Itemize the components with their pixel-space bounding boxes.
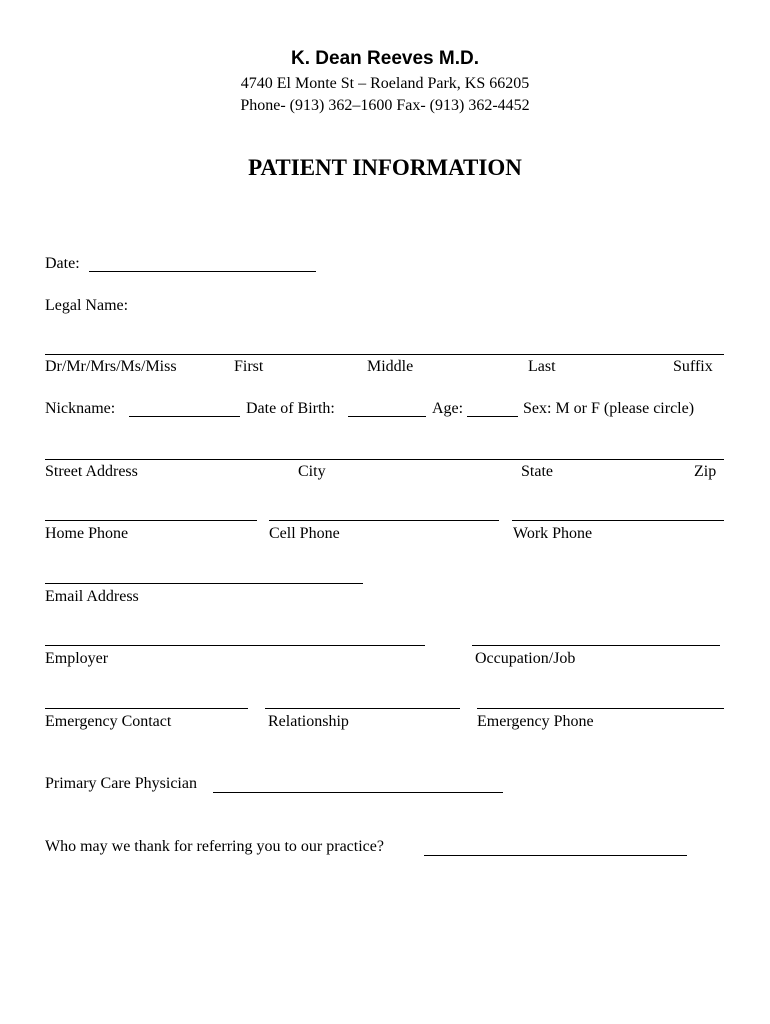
employer-label: Employer — [45, 650, 109, 667]
emergency-contact-field[interactable] — [45, 708, 248, 709]
sex-label: Sex: M or F (please circle) — [523, 400, 695, 417]
work-phone-label: Work Phone — [513, 525, 593, 542]
practice-name: K. Dean Reeves M.D. — [291, 48, 479, 69]
form-title: PATIENT INFORMATION — [248, 155, 522, 180]
relationship-label: Relationship — [268, 713, 349, 730]
emergency-phone-label: Emergency Phone — [477, 713, 594, 730]
nickname-label: Nickname: — [45, 400, 116, 417]
date-of-birth-field[interactable] — [348, 416, 426, 417]
employer-field[interactable] — [45, 645, 425, 646]
address-field[interactable] — [45, 459, 724, 460]
age-label: Age: — [432, 400, 464, 417]
emergency-phone-field[interactable] — [477, 708, 724, 709]
practice-address: 4740 El Monte St – Roeland Park, KS 66205 — [240, 75, 530, 92]
name-title-label: Dr/Mr/Mrs/Ms/Miss — [45, 358, 177, 375]
date-of-birth-label: Date of Birth: — [246, 400, 335, 417]
first-name-label: First — [234, 358, 264, 375]
home-phone-label: Home Phone — [45, 525, 129, 542]
emergency-contact-label: Emergency Contact — [45, 713, 172, 730]
occupation-label: Occupation/Job — [475, 650, 576, 667]
email-label: Email Address — [45, 588, 139, 605]
zip-label: Zip — [694, 463, 717, 480]
suffix-label: Suffix — [673, 358, 713, 375]
city-label: City — [298, 463, 326, 480]
middle-name-label: Middle — [367, 358, 414, 375]
nickname-field[interactable] — [129, 416, 240, 417]
relationship-field[interactable] — [265, 708, 460, 709]
referral-label: Who may we thank for referring you to our practice? — [45, 838, 384, 855]
work-phone-field[interactable] — [512, 520, 724, 521]
primary-care-field[interactable] — [213, 792, 503, 793]
legal-name-label: Legal Name: — [45, 297, 129, 314]
cell-phone-field[interactable] — [269, 520, 499, 521]
legal-name-field[interactable] — [45, 354, 724, 355]
last-name-label: Last — [528, 358, 556, 375]
primary-care-label: Primary Care Physician — [45, 775, 197, 792]
email-field[interactable] — [45, 583, 363, 584]
occupation-field[interactable] — [472, 645, 720, 646]
state-label: State — [521, 463, 553, 480]
practice-phone-fax: Phone- (913) 362–1600 Fax- (913) 362-4452 — [240, 97, 530, 114]
referral-field[interactable] — [424, 855, 687, 856]
street-address-label: Street Address — [45, 463, 138, 480]
date-label: Date: — [45, 255, 80, 272]
date-field[interactable] — [89, 271, 316, 272]
home-phone-field[interactable] — [45, 520, 257, 521]
cell-phone-label: Cell Phone — [269, 525, 340, 542]
age-field[interactable] — [467, 416, 518, 417]
